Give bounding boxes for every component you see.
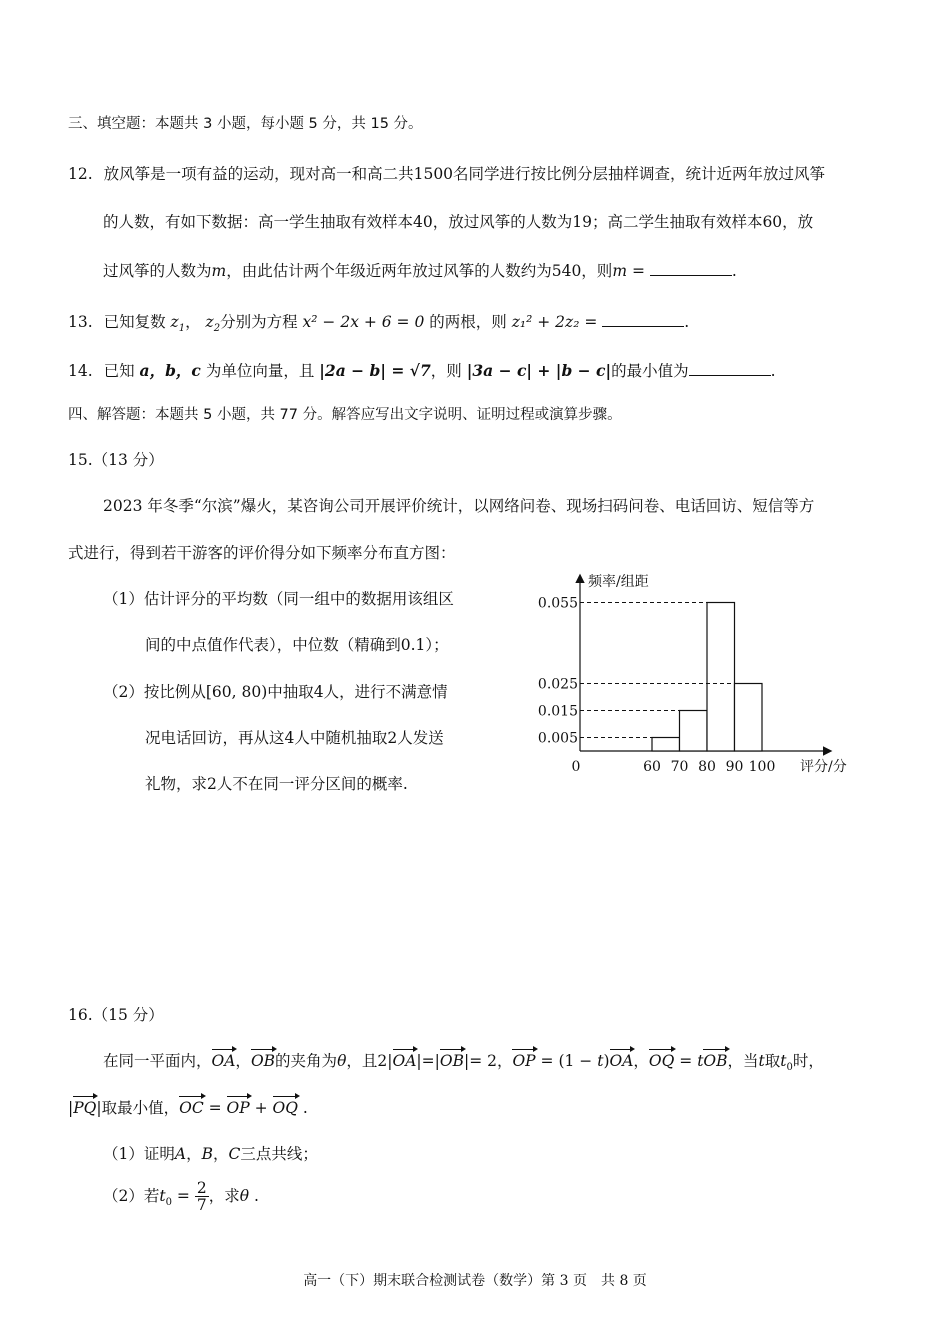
q15-header: 15.（13 分）	[68, 451, 164, 469]
x-tick-label: 80	[698, 759, 716, 775]
q16-line2: |PQ|取最小值，OC = OP + OQ .	[68, 1099, 308, 1117]
question-13: 13. 已知复数 $z_1$， $z_2$分别为方程 x² − 2x + 6 = 0 的两根，则 z₁² + 2z₂ = .	[68, 313, 690, 335]
q13-number: 13.	[68, 313, 93, 331]
q13-period: .	[684, 313, 690, 331]
q16-l1b: 的夹角为	[275, 1052, 338, 1070]
x-tick-label: 70	[670, 759, 689, 775]
q12-line1: 放风筝是一项有益的运动，现对高一和高二共1500名同学进行按比例分层抽样调查，统计近两年放过风筝	[103, 165, 826, 183]
section-fill-in-heading: 三、填空题：本题共 3 小题，每小题 5 分，共 15 分。	[68, 116, 423, 132]
q15-paragraph-2: 式进行，得到若干游客的评价得分如下频率分布直方图：	[68, 544, 456, 562]
q15-subq1-a: （1）估计评分的平均数（同一组中的数据用该组区	[103, 590, 454, 608]
q16-l1d: ，当	[727, 1052, 759, 1070]
q16-s2: （2）若	[103, 1186, 160, 1205]
q13-z1: $z_1$	[170, 313, 186, 335]
section-answers-heading: 四、解答题：本题共 5 小题，共 77 分。解答应写出文字说明、证明过程或演算步骤。	[68, 407, 622, 423]
q12-line3-text-a: 过风筝的人数为	[103, 262, 212, 280]
histogram-bar	[652, 738, 680, 752]
histogram-bar	[707, 603, 735, 752]
x-tick-label: 90	[725, 759, 744, 775]
vector-OA: OA	[211, 1052, 236, 1070]
q16-s2b: ，求	[208, 1186, 240, 1205]
y-tick-label: 0.025	[537, 676, 578, 693]
histogram-bar	[735, 684, 763, 752]
x-tick-label: 60	[643, 759, 661, 775]
question-14	[68, 359, 776, 381]
vector-OB-3: OB	[703, 1052, 728, 1070]
q14-mid: 为单位向量，且	[205, 362, 315, 380]
q15-subq2-a: （2）按比例从[60, 80)中抽取4人，进行不满意情	[103, 683, 448, 701]
theta: θ	[337, 1052, 347, 1070]
q12-period: .	[731, 262, 737, 280]
vector-OA-2: OA	[392, 1052, 417, 1070]
q15-paragraph-1: 2023 年冬季“尔滨”爆火，某咨询公司开展评价统计，以网络问卷、现场扫码问卷、电话回访、短信等方	[103, 497, 815, 515]
x-axis-label: 评分/分	[800, 759, 847, 775]
y-tick-label: 0.005	[537, 730, 578, 747]
vector-OQ: OQ	[648, 1052, 675, 1070]
q14-tail: 的最小值为	[611, 362, 689, 380]
frac-num: 2	[196, 1179, 207, 1197]
fraction-2-7	[195, 1180, 209, 1214]
vector-OP-2: OP	[226, 1099, 250, 1117]
histogram-bar	[680, 711, 708, 752]
q16-subq1: （1）证明A，B，C三点共线；	[103, 1145, 318, 1163]
q13-z2: $z_2$	[205, 313, 221, 335]
q16-l1f: 时，	[792, 1052, 824, 1070]
vector-OB: OB	[250, 1052, 276, 1070]
q13-post: 的两根，则	[429, 313, 507, 331]
q14-pre: 已知	[103, 362, 135, 380]
q16-s1b: 三点共线；	[240, 1145, 318, 1163]
frequency-histogram	[530, 568, 870, 783]
q13-equation: x² − 2x + 6 = 0	[302, 313, 425, 331]
frac-den: 7	[196, 1196, 207, 1215]
q16-l1c: ，且	[346, 1052, 378, 1070]
q15-subq1-b: 间的中点值作代表），中位数（精确到0.1）；	[145, 636, 449, 654]
vector-OA-3: OA	[609, 1052, 634, 1070]
q14-condition: |2a − b| = √7	[319, 361, 431, 380]
x-tick-label: 100	[748, 759, 776, 775]
y-axis-label: 频率/组距	[588, 574, 649, 590]
vector-OC: OC	[179, 1099, 204, 1117]
q16-l1a: 在同一平面内，	[103, 1052, 212, 1070]
q14-number: 14.	[68, 362, 93, 380]
y-tick-label: 0.055	[537, 595, 578, 612]
q12-line3-text-b: ，由此估计两个年级近两年放过风筝的人数约为540，则	[226, 262, 613, 280]
origin-label: 0	[571, 759, 581, 775]
vector-OP: OP	[512, 1052, 536, 1070]
q14-period: .	[770, 362, 776, 380]
q13-answer-blank[interactable]	[602, 325, 684, 327]
q12-var-m: m	[211, 262, 227, 280]
q13-pre: 已知复数	[103, 313, 166, 331]
q14-expression: |3a − c| + |b − c|	[466, 361, 612, 380]
page-footer: 高一（下）期末联合检测试卷（数学）第 3 页 共 8 页	[303, 1273, 647, 1289]
q14-vectors: a，b，c	[139, 361, 201, 380]
q16-line1: 在同一平面内，OA，OB的夹角为θ，且2|OA|=|OB|= 2，OP = (1 − t)OA，OQ = tOB，当t取$t_0$时，	[103, 1052, 824, 1074]
q12-line3	[103, 259, 737, 281]
q12-answer-blank[interactable]	[650, 274, 732, 276]
q16-s1: （1）证明	[103, 1145, 175, 1163]
question-12	[68, 162, 825, 184]
q12-equals: =	[627, 262, 650, 280]
q14-post: ，则	[430, 362, 462, 380]
q13-mid: 分别为方程	[220, 313, 298, 331]
q14-answer-blank[interactable]	[689, 374, 771, 376]
q15-subq2-c: 礼物，求2人不在同一评分区间的概率.	[145, 775, 408, 793]
vector-OB-2: OB	[439, 1052, 464, 1070]
q16-l2a: 取最小值，	[101, 1099, 180, 1117]
y-tick-label: 0.015	[537, 703, 578, 720]
q12-line2: 的人数，有如下数据：高一学生抽取有效样本40，放过风筝的人数为19；高二学生抽取有效样本60，放	[103, 213, 814, 231]
q16-header: 16.（15 分）	[68, 1006, 164, 1024]
q13-expression: z₁² + 2z₂ =	[511, 313, 598, 331]
vector-PQ: PQ	[73, 1099, 97, 1117]
vector-OQ-2: OQ	[272, 1099, 298, 1117]
q12-var-m-2: m	[612, 262, 628, 280]
q12-number: 12.	[68, 165, 93, 183]
q15-subq2-b: 况电话回访，再从这4人中随机抽取2人发送	[145, 729, 444, 747]
q16-l1e: 取	[764, 1052, 781, 1070]
q16-subq2: （2）若$t_0$ = $\frac{2}{7}$ ，求θ .	[103, 1179, 259, 1215]
